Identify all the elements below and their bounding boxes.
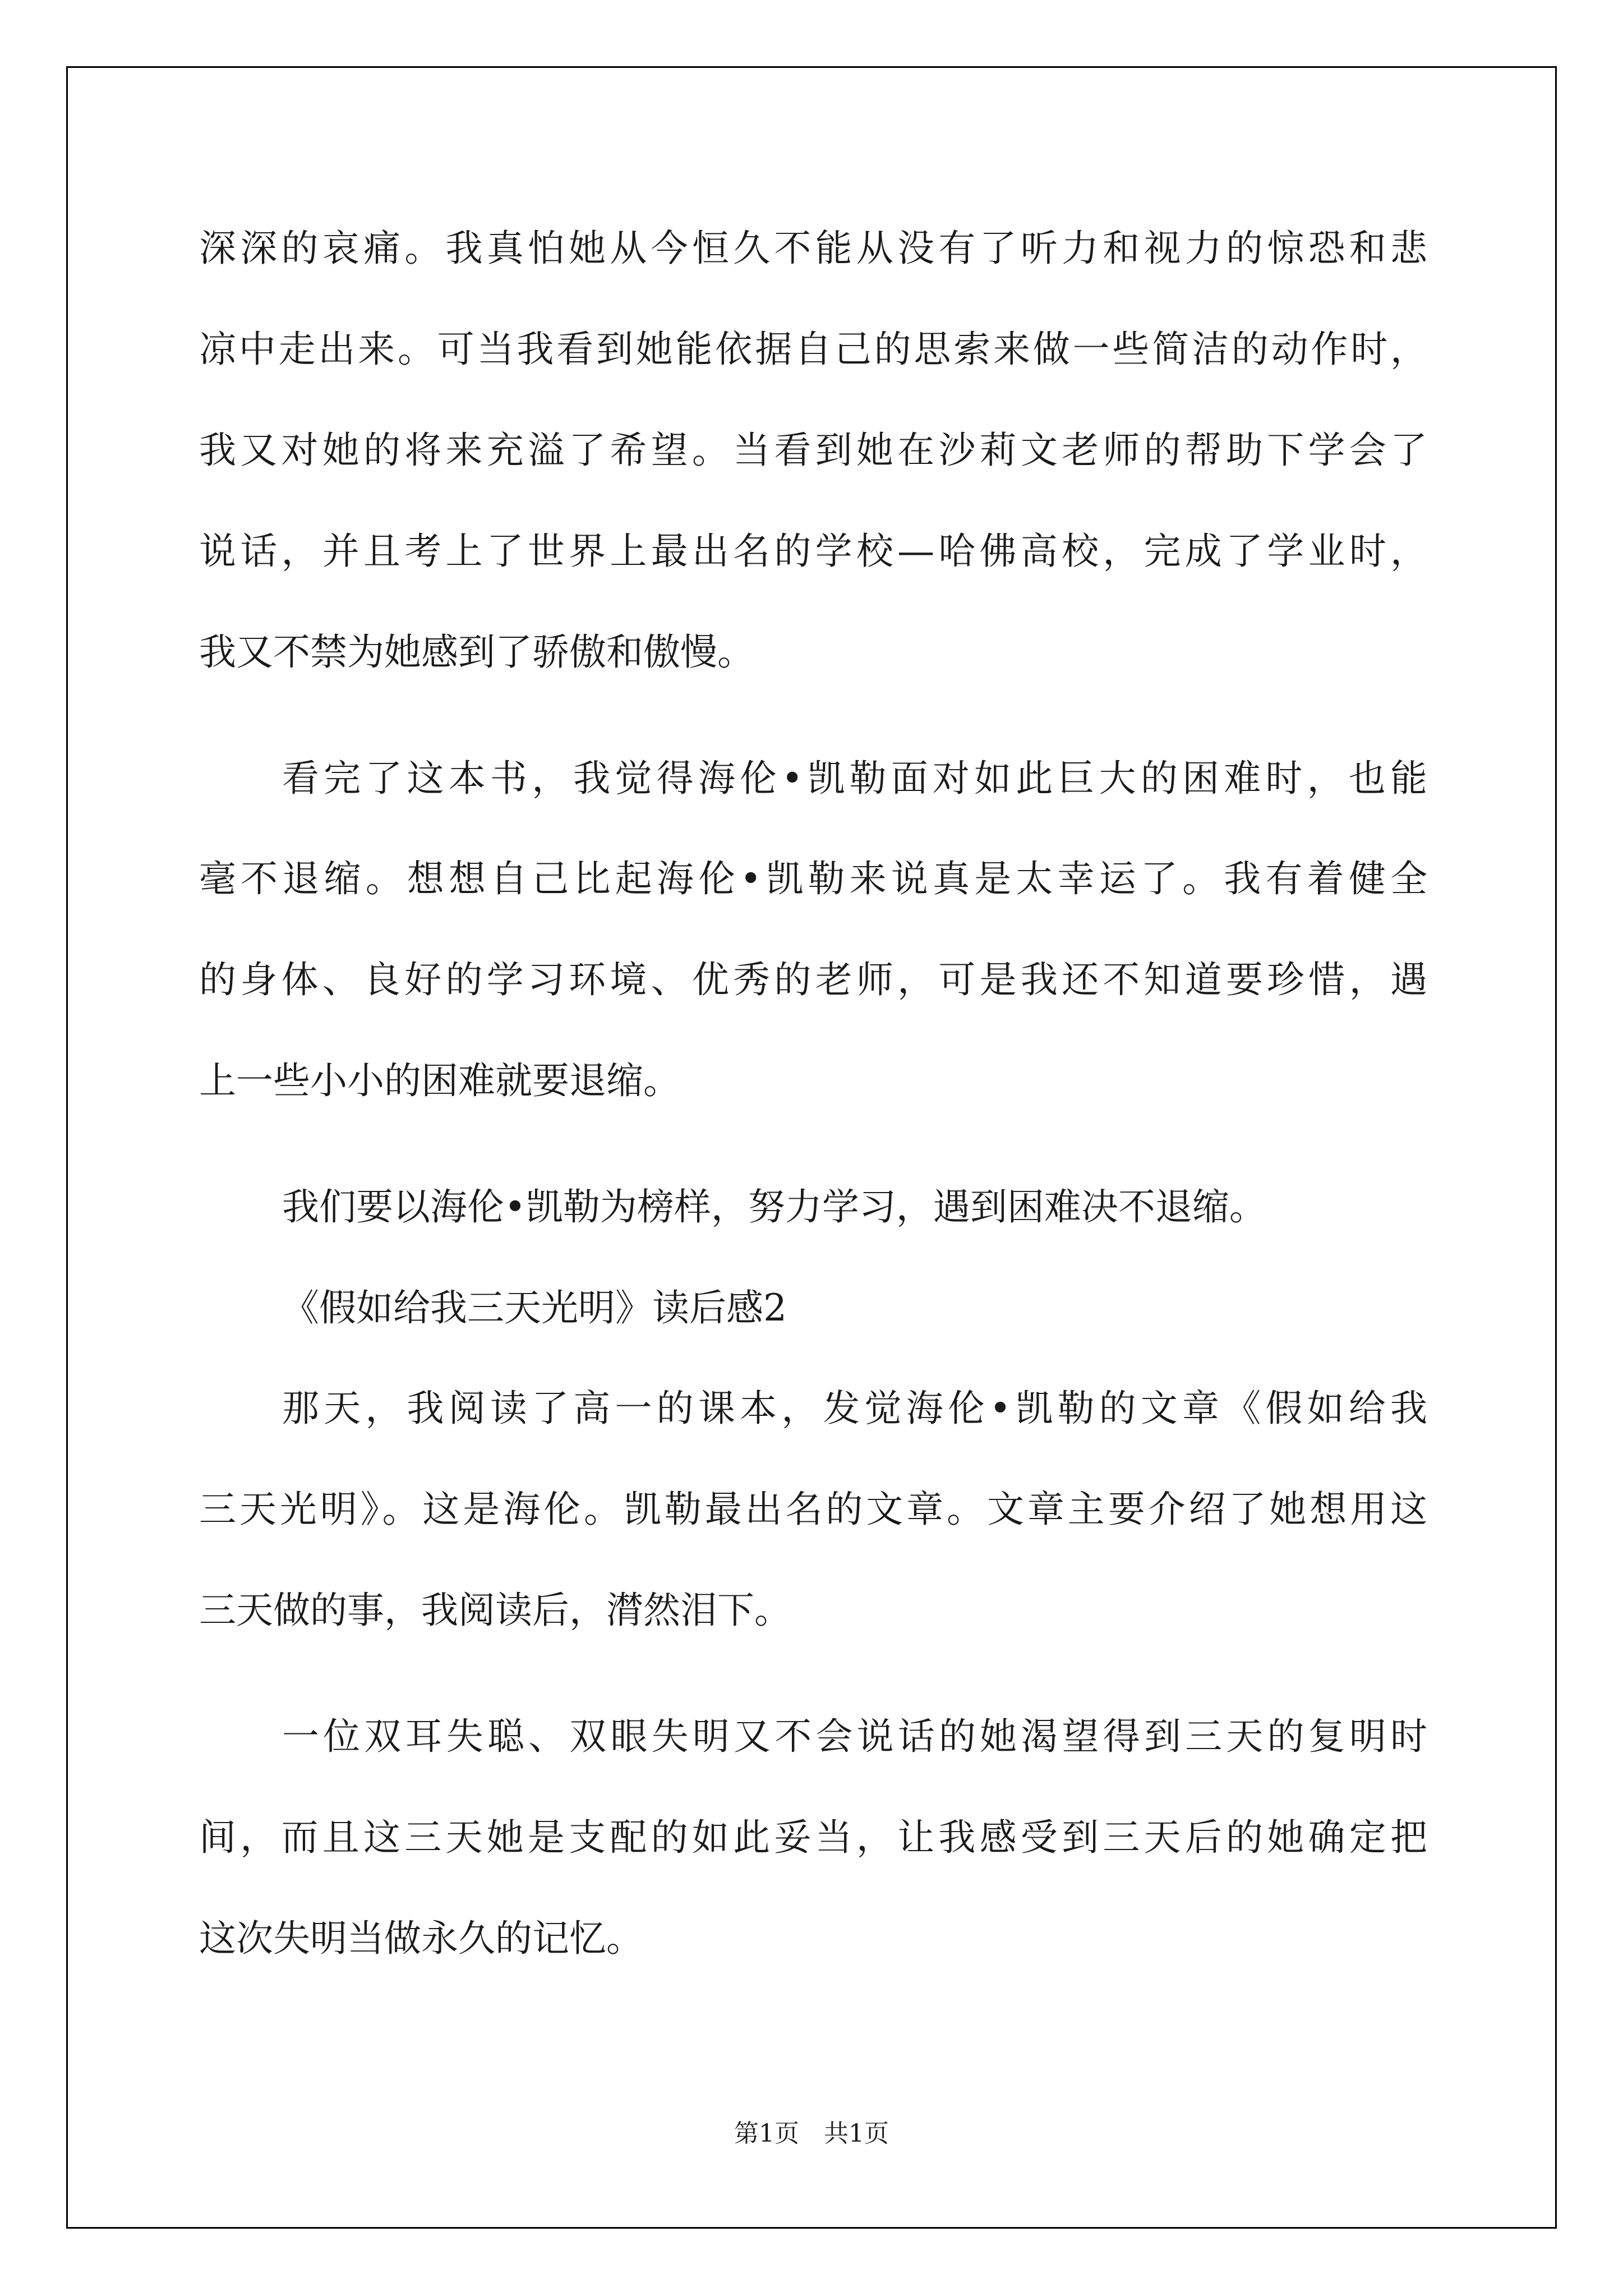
page-number: 第1页 共1页 — [734, 2119, 889, 2148]
text-line: 我又不禁为她感到了骄傲和傲慢。 — [199, 631, 754, 674]
page-border — [66, 66, 1557, 2229]
text-line: 说话，并且考上了世界上最出名的学校—哈佛高校，完成了学业时， — [199, 530, 1427, 573]
text-line: 我又对她的将来充溢了希望。当看到她在沙莉文老师的帮助下学会了 — [199, 429, 1427, 472]
text-line: 毫不退缩。想想自己比起海伦•凯勒来说真是太幸运了。我有着健全 — [199, 857, 1427, 900]
text-line: 的身体、良好的学习环境、优秀的老师，可是我还不知道要珍惜，遇 — [199, 958, 1427, 1001]
text-line: 上一些小小的困难就要退缩。 — [199, 1059, 680, 1102]
text-line: 三天做的事，我阅读后，潸然泪下。 — [199, 1589, 791, 1632]
text-line: 看完了这本书，我觉得海伦•凯勒面对如此巨大的困难时，也能 — [282, 757, 1427, 800]
text-line: 深深的哀痛。我真怕她从今恒久不能从没有了听力和视力的惊恐和悲 — [199, 227, 1427, 270]
section-heading: 《假如给我三天光明》读后感2 — [282, 1286, 787, 1329]
text-line: 间，而且这三天她是支配的如此妥当，让我感受到三天后的她确定把 — [199, 1816, 1427, 1859]
text-line: 我们要以海伦•凯勒为榜样，努力学习，遇到困难决不退缩。 — [282, 1185, 1266, 1228]
text-line: 三天光明》。这是海伦。凯勒最出名的文章。文章主要介绍了她想用这 — [199, 1488, 1427, 1531]
text-line: 那天，我阅读了高一的课本，发觉海伦•凯勒的文章《假如给我 — [282, 1387, 1427, 1430]
text-line: 这次失明当做永久的记忆。 — [199, 1917, 643, 1960]
text-line: 一位双耳失聪、双眼失明又不会说话的她渴望得到三天的复明时 — [282, 1715, 1427, 1758]
text-line: 凉中走出来。可当我看到她能依据自己的思索来做一些简洁的动作时， — [199, 328, 1427, 371]
